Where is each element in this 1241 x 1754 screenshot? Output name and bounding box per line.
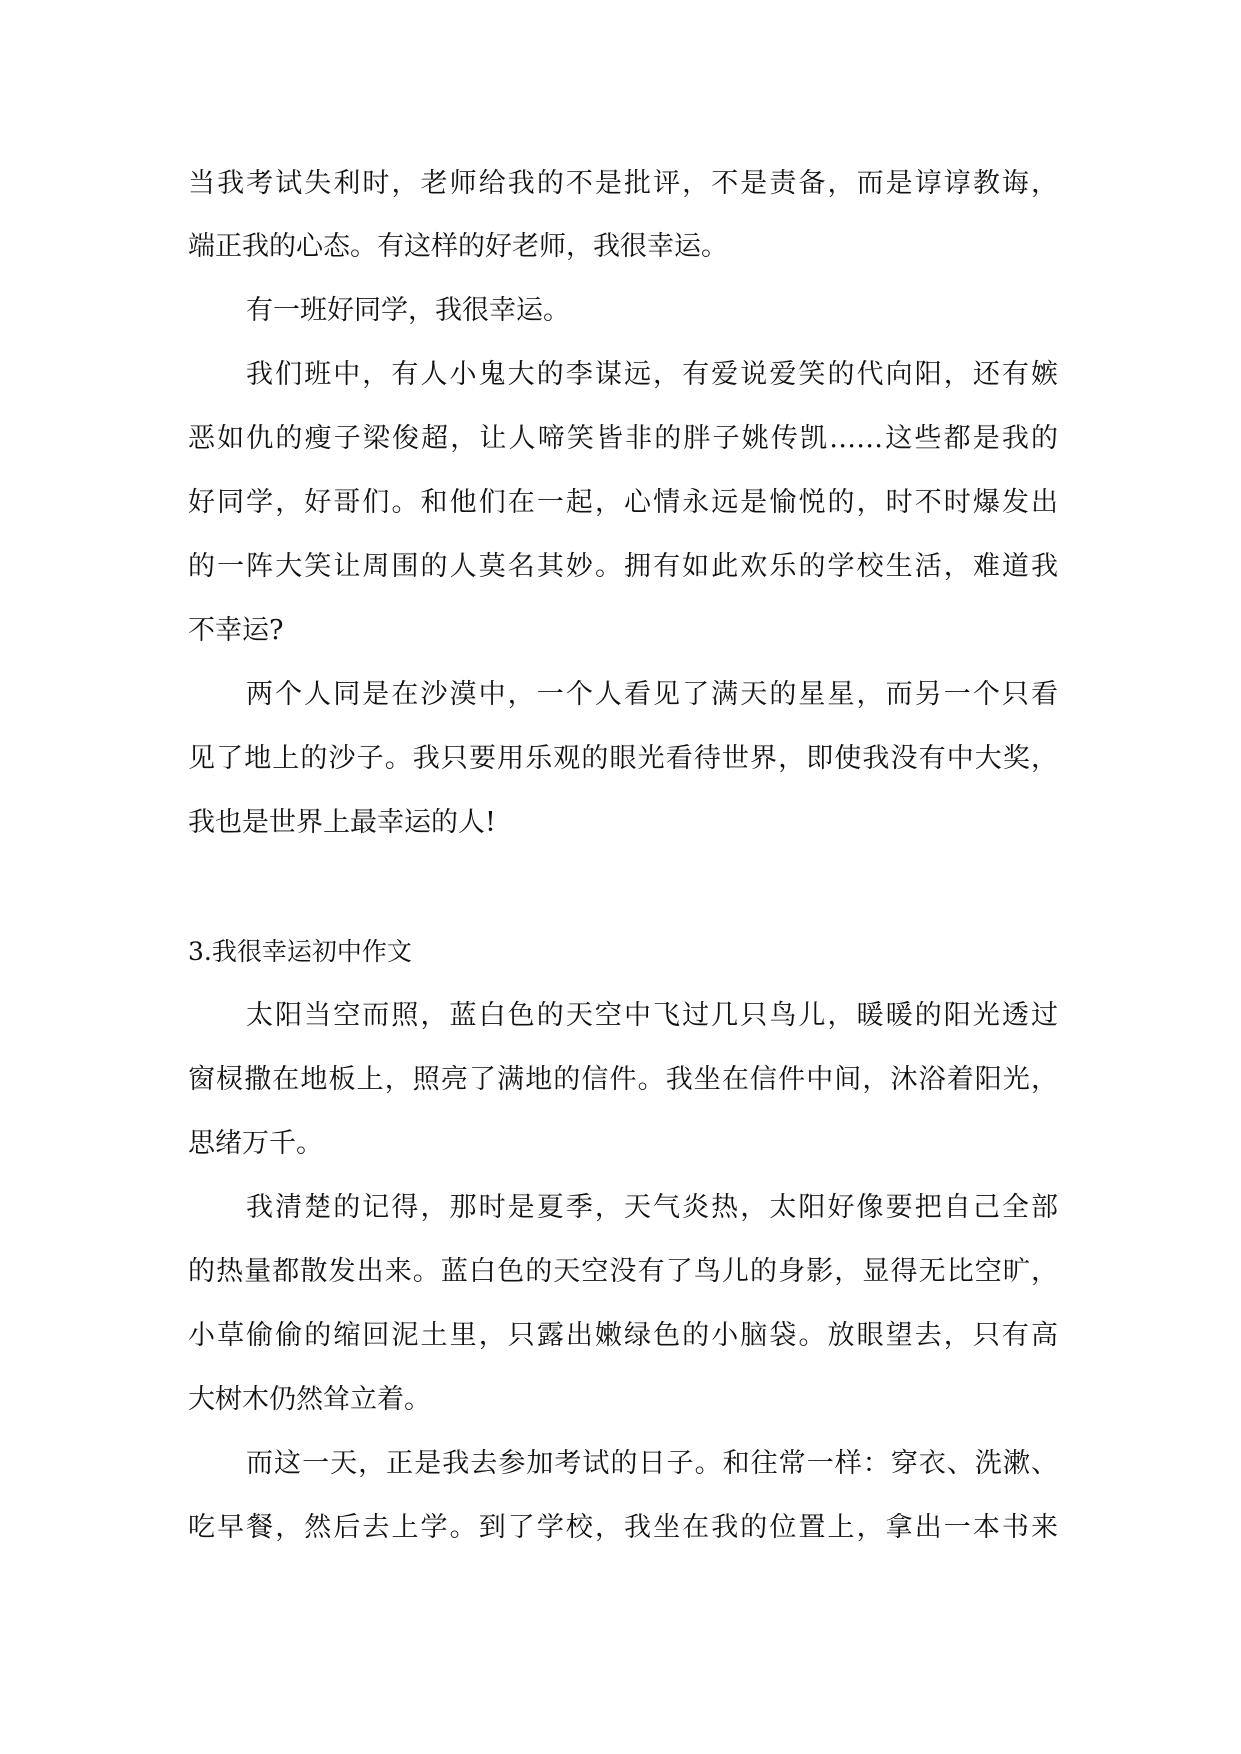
text-line: 的热量都散发出来。蓝白色的天空没有了鸟儿的身影，显得无比空旷， <box>188 1256 1058 1287</box>
text-line: 好同学，好哥们。和他们在一起，心情永远是愉悦的，时不时爆发出 <box>188 487 1058 518</box>
text-line: 的一阵大笑让周围的人莫名其妙。拥有如此欢乐的学校生活，难道我 <box>188 551 1058 582</box>
text-line: 当我考试失利时，老师给我的不是批评，不是责备，而是谆谆教诲， <box>188 168 1058 199</box>
text-line: 吃早餐，然后去上学。到了学校，我坐在我的位置上，拿出一本书来 <box>188 1512 1058 1543</box>
text-line: 见了地上的沙子。我只要用乐观的眼光看待世界，即使我没有中大奖， <box>188 743 1058 774</box>
paragraph-line: 有一班好同学，我很幸运。 <box>246 295 570 326</box>
text-line: 窗棂撒在地板上，照亮了满地的信件。我坐在信件中间，沐浴着阳光， <box>188 1064 1058 1095</box>
text-line: 小草偷偷的缩回泥土里，只露出嫩绿色的小脑袋。放眼望去，只有高 <box>188 1320 1058 1351</box>
paragraph-line: 两个人同是在沙漠中，一个人看见了满天的星星，而另一个只看 <box>246 679 1058 710</box>
text-line: 大树木仍然耸立着。 <box>188 1384 431 1415</box>
paragraph-line: 而这一天，正是我去参加考试的日子。和往常一样：穿衣、洗漱、 <box>246 1448 1058 1479</box>
paragraph-line: 我清楚的记得，那时是夏季，天气炎热，太阳好像要把自己全部 <box>246 1192 1058 1223</box>
paragraph-line: 我们班中，有人小鬼大的李谋远，有爱说爱笑的代向阳，还有嫉 <box>246 359 1058 390</box>
text-line: 恶如仇的瘦子梁俊超，让人啼笑皆非的胖子姚传凯……这些都是我的 <box>188 423 1058 454</box>
text-line: 端正我的心态。有这样的好老师，我很幸运。 <box>188 231 728 262</box>
paragraph-line: 太阳当空而照，蓝白色的天空中飞过几只鸟儿，暖暖的阳光透过 <box>246 1000 1058 1031</box>
text-line: 我也是世界上最幸运的人! <box>188 807 496 838</box>
text-line: 思绪万千。 <box>188 1128 323 1159</box>
text-line: 不幸运? <box>188 615 284 646</box>
section-heading: 3.我很幸运初中作文 <box>188 937 412 966</box>
